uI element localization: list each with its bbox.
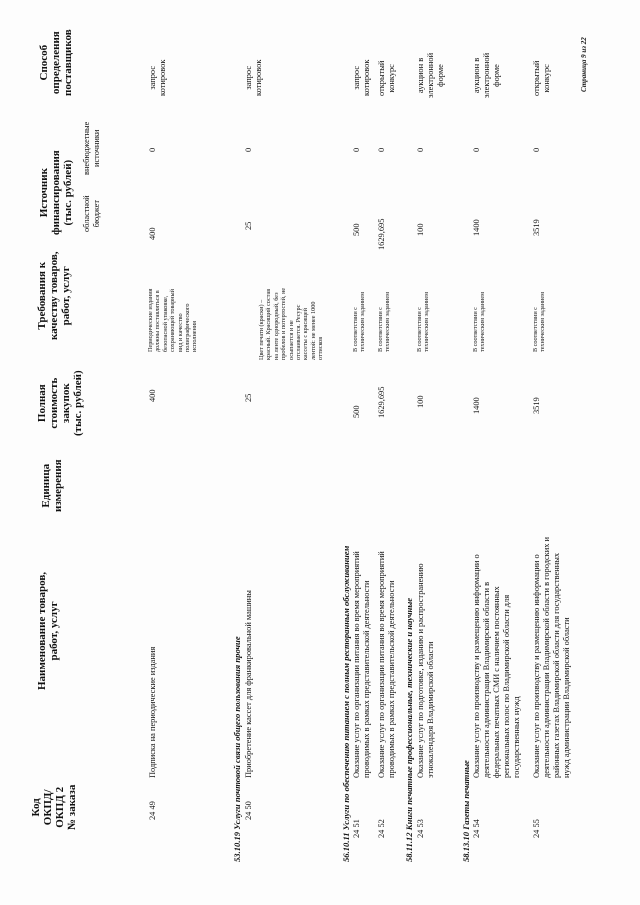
page-number: Страница 9 из 22: [580, 37, 588, 92]
col-header-fin-extrabudget: внебюджетные источники: [82, 121, 101, 175]
row-49-method: запрос котировок: [148, 59, 167, 96]
row-51-fin-regional: 500: [352, 223, 361, 236]
section-56-10-11: 56.10.11 Услуги по обеспечению питанием с полным ресторанным обслуживанием: [341, 545, 351, 862]
row-52-cost: 1629,695: [377, 386, 386, 418]
row-50-fin-extrabudget: 0: [244, 147, 253, 152]
col-header-fin-regional: областной бюджет: [82, 195, 101, 232]
row-51-code: 24 51: [352, 819, 361, 838]
row-51-name: Оказание услуг по организации питания во время мероприятий проводимых в рамках представительской деятельности: [352, 551, 371, 778]
row-54-fin-regional: 1400: [472, 219, 481, 236]
row-49-requirements: Периодические издания должны поставляться в безопасной упаковке, сохраняющей товарный вид и качество полиграфического исполнения: [147, 288, 199, 352]
row-51-requirements: В соответствии с техническим заданием: [352, 292, 367, 352]
section-58-11-12: 58.11.12 Книги печатные профессиональные, технические и научные: [404, 597, 414, 862]
row-54-name: Оказание услуг по производству и размещению информации о деятельности администрации Владимирской области в федеральных печатных СМИ с наличием постоянных региональных полос по Владимирской области для государственных нужд: [472, 554, 521, 778]
row-50-code: 24 50: [244, 801, 253, 820]
row-50-name: Приобретение кассет для франкировальной машины: [244, 590, 253, 778]
row-51-fin-extrabudget: 0: [352, 147, 361, 152]
row-52-name: Оказание услуг по организации питания во время мероприятий проводимых в рамках представительской деятельности: [377, 551, 396, 778]
row-55-name: Оказание услуг по производству и размещению информации о деятельности администрации Владимирской области в городских и районных газетах Владимирской области для государственных нужд администрации Владимирской области: [532, 537, 571, 778]
col-header-financing: Источник финансирования (тыс. рублей): [38, 150, 74, 235]
row-49-cost: 400: [148, 389, 157, 402]
row-49-code: 24 49: [148, 801, 157, 820]
row-53-fin-extrabudget: 0: [416, 147, 425, 152]
row-55-fin-regional: 3519: [532, 219, 541, 236]
section-58-13-10: 58.13.10 Газеты печатные: [461, 760, 471, 862]
row-55-requirements: В соответствии с техническим заданием: [532, 292, 547, 352]
row-52-fin-regional: 1629,695: [377, 218, 386, 250]
row-54-method: аукцион в электронной форме: [472, 52, 501, 98]
row-52-code: 24 52: [377, 819, 386, 838]
row-50-fin-regional: 25: [244, 221, 253, 230]
col-header-unit: Единица измерения: [40, 459, 64, 512]
row-54-requirements: В соответствии с техническим заданием: [472, 292, 487, 352]
row-55-cost: 3519: [532, 397, 541, 414]
row-49-fin-extrabudget: 0: [148, 147, 157, 152]
col-header-name: Наименование товаров, работ, услуг: [36, 571, 60, 690]
row-53-fin-regional: 100: [416, 223, 425, 236]
col-header-cost: Полная стоимость закупок (тыс. рублей): [36, 370, 84, 436]
row-53-cost: 100: [416, 395, 425, 408]
row-50-requirements: Цвет печати (краски) – красный. Красящий состав на ленте однородный, без пробелов и потертостей, не осыпается и не отслаивается. Ресурс кассеты с красящей лентой: не менее 1000 оттисков: [258, 287, 325, 360]
row-53-code: 24 53: [416, 819, 425, 838]
row-50-method: запрос котировок: [244, 59, 263, 96]
row-53-requirements: В соответствии с техническим заданием: [416, 292, 431, 352]
col-header-requirements: Требования к качеству товаров, работ, услуг: [36, 251, 72, 340]
section-53-10-19: 53.10.19 Услуги почтовой связи общего пользования прочие: [232, 636, 242, 862]
row-52-method: открытый конкурс: [377, 60, 396, 96]
col-header-method: Способ определения поставщиков: [38, 29, 74, 96]
row-55-fin-extrabudget: 0: [532, 147, 541, 152]
row-49-fin-regional: 400: [148, 227, 157, 240]
row-51-cost: 500: [352, 405, 361, 418]
row-52-fin-extrabudget: 0: [377, 147, 386, 152]
row-55-method: открытый конкурс: [532, 60, 551, 96]
row-54-code: 24 54: [472, 819, 481, 838]
row-51-method: запрос котировок: [352, 59, 371, 96]
row-55-code: 24 55: [532, 819, 541, 838]
col-header-code: Код ОКПД/ ОКПД 2 № заказа: [30, 784, 78, 830]
row-52-requirements: В соответствии с техническим заданием: [377, 292, 392, 352]
row-49-name: Подписка на периодические издания: [148, 646, 157, 778]
row-50-cost: 25: [244, 393, 253, 402]
row-54-fin-extrabudget: 0: [472, 147, 481, 152]
row-53-name: Оказание услуг по подготовке, изданию и распространению этнокалендаря Владимирской области: [416, 563, 435, 778]
row-54-cost: 1400: [472, 397, 481, 414]
row-53-method: аукцион в электронной форме: [416, 52, 445, 98]
